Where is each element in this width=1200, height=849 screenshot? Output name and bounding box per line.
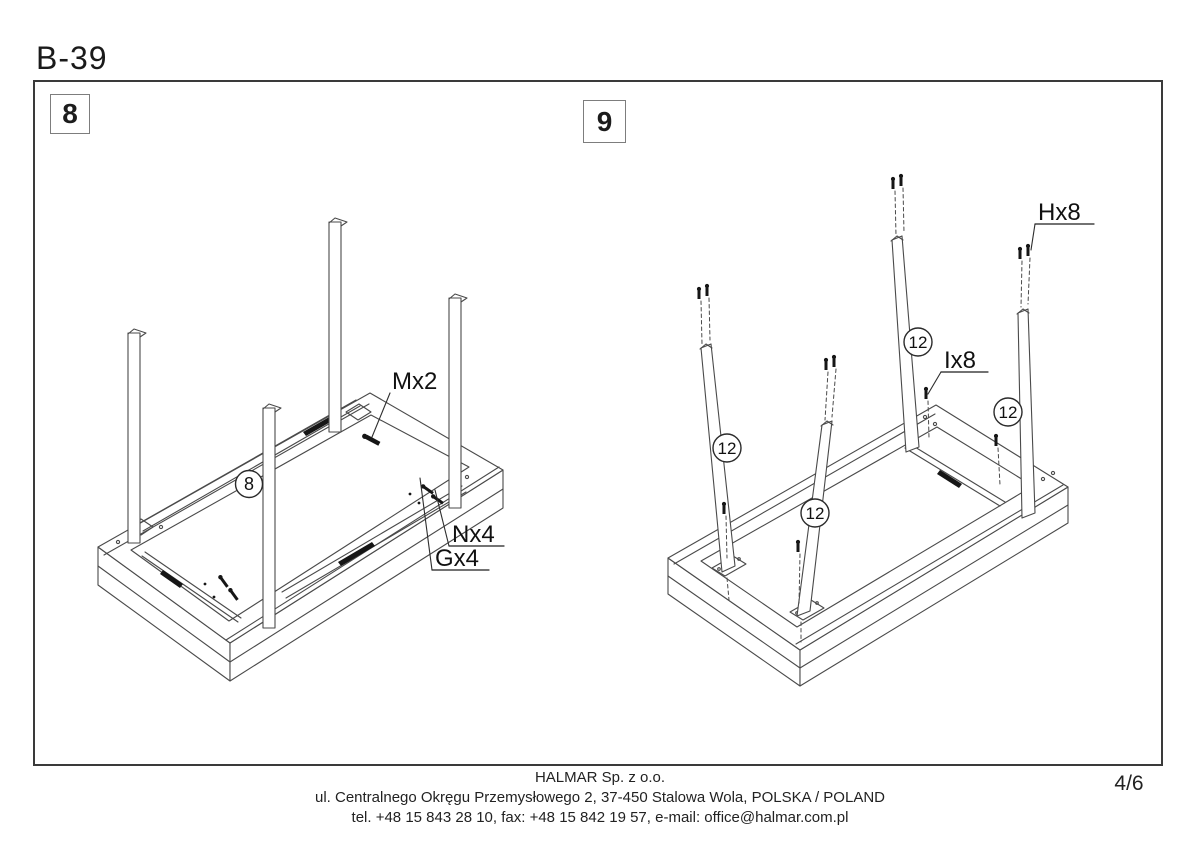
screw-icon <box>832 355 836 367</box>
page-number: 4/6 <box>1114 772 1144 795</box>
screw-icon <box>722 502 726 514</box>
step-9-number-box <box>583 100 626 143</box>
screw-icon <box>824 358 828 370</box>
screw-icon <box>796 540 800 552</box>
step9-leg-badge <box>801 499 829 527</box>
model-title: B-39 <box>36 40 108 76</box>
screw-icon <box>227 587 239 601</box>
footer-contact: tel. +48 15 843 28 10, fax: +48 15 842 19 57, e-mail: office@halmar.com.pl <box>351 809 849 826</box>
badge-12: 12 <box>998 403 1018 422</box>
step9-label-i <box>928 347 988 394</box>
step8-frame <box>98 393 503 681</box>
screw-icon <box>1018 247 1022 259</box>
step-8-number-box <box>50 94 90 134</box>
footer-address: ul. Centralnego Okręgu Przemysłowego 2, 37-450 Stalowa Wola, POLSKA / POLAND <box>314 789 885 806</box>
screw-icon <box>924 387 928 399</box>
label-mx2: Mx2 <box>392 368 438 395</box>
badge-12: 12 <box>908 333 928 352</box>
badge-12: 12 <box>717 439 737 458</box>
step9-diagram <box>650 150 1190 710</box>
step9-leg-badge <box>713 434 741 462</box>
step9-leg-badge <box>904 328 932 356</box>
screw-icon <box>217 574 229 588</box>
badge-12: 12 <box>805 504 825 523</box>
step9-leg-badge <box>994 398 1022 426</box>
screw-icon <box>697 287 701 299</box>
step8-part-badge <box>236 471 263 498</box>
badge-8: 8 <box>243 474 255 494</box>
step9-label-h <box>1031 199 1094 250</box>
label-ix8: Ix8 <box>944 347 977 374</box>
footer-company: HALMAR Sp. z o.o. <box>534 769 666 786</box>
label-nx4: Nx4 <box>452 521 495 548</box>
screw-icon <box>1026 244 1030 256</box>
step-9-number: 9 <box>596 105 613 137</box>
step8-diagram <box>40 160 570 710</box>
screw-icon <box>891 177 895 189</box>
label-hx8: Hx8 <box>1038 199 1081 226</box>
screw-icon <box>705 284 709 296</box>
step-8-number: 8 <box>62 98 78 129</box>
bolt-icon <box>361 433 380 447</box>
label-gx4: Gx4 <box>435 545 480 572</box>
screw-icon <box>899 174 903 186</box>
screw-icon <box>994 434 998 446</box>
